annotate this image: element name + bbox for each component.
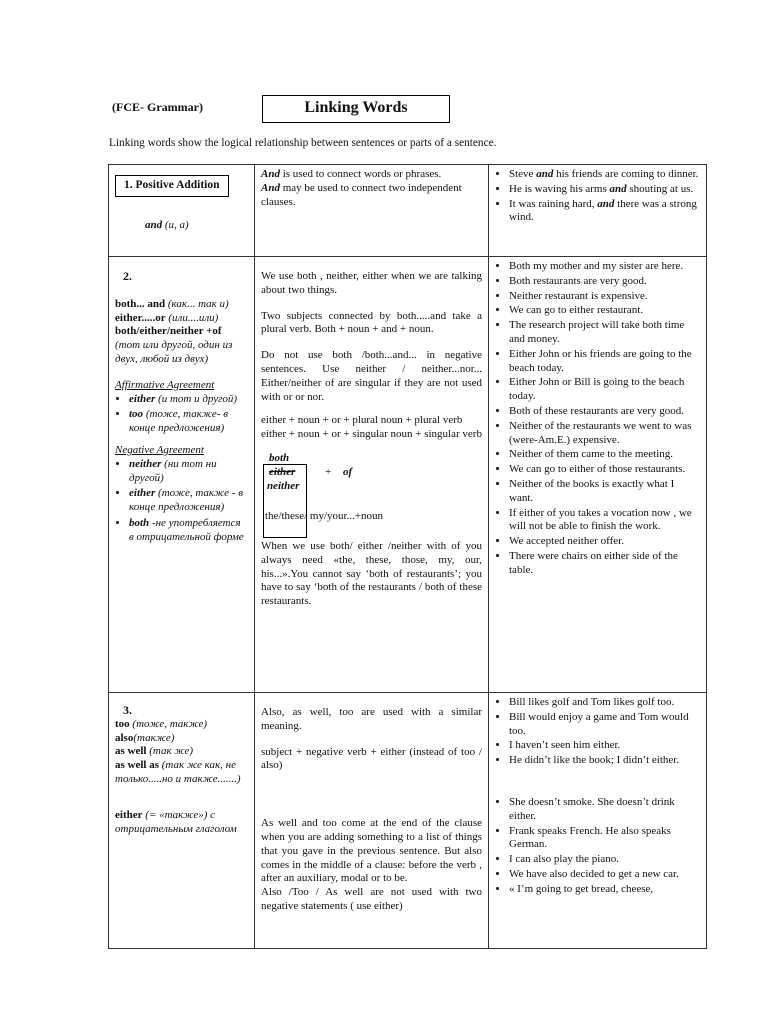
- list-item: • Both restaurants are very good.: [509, 275, 700, 289]
- row1-left-cell: [109, 165, 255, 257]
- course-label: (FCE- Grammar): [112, 100, 203, 114]
- rule-text: When we use both/ either /neither with of you always need «the, these, those, my, our, his...».You cannot say ‘both of restaurants’; you have to say ‘both of the restaurants / both of these restaurants.: [261, 539, 482, 608]
- formula-text: either + noun + or + plural noun + plural verb: [261, 414, 463, 427]
- list-item: • There were chairs on either side of the table.: [509, 550, 700, 578]
- list-item: • Bill would enjoy a game and Tom would too.: [509, 711, 700, 739]
- rule-text: As well and too come at the end of the clause when you are adding something to a list of things that you gave in the previous sentence. But also comes in the middle of a clause: before the verb , after an auxiliary, modal or to be.: [261, 817, 482, 885]
- row2-rule-cell: [255, 257, 489, 693]
- section-heading-positive-addition: 1. Positive Addition: [115, 175, 229, 197]
- page-title: Linking Words: [262, 95, 450, 123]
- example-list: [495, 796, 700, 897]
- list-item: • I haven’t seen him either.: [509, 739, 700, 753]
- table-row: [109, 257, 707, 693]
- term-line: also(также): [115, 731, 175, 744]
- rule-text: Also /Too / As well are not used with two negative statements ( use either): [261, 886, 482, 912]
- affirmative-agreement-heading: Affirmative Agreement: [115, 378, 215, 391]
- list-item: • Frank speaks French. He also speaks German.: [509, 825, 700, 853]
- table-row: [109, 165, 707, 257]
- row2-example-cell: [489, 257, 707, 693]
- list-item: • Both of these restaurants are very good.: [509, 405, 700, 419]
- list-item: • both -не употребляется в отрицательной форме: [129, 517, 248, 545]
- list-item: • We accepted neither offer.: [509, 535, 700, 549]
- list-item: • Either John or his friends are going to the beach today.: [509, 348, 700, 376]
- rule-text: Two subjects connected by both.....and take a plural verb. Both + noun + and + noun.: [261, 309, 482, 336]
- term-line: both... and (как... так и): [115, 297, 229, 310]
- table-row: [109, 693, 707, 949]
- term-line: as well (так же): [115, 745, 194, 758]
- rule-text: And may be used to connect two independent clauses.: [261, 181, 462, 208]
- list-item: • If either of you takes a vocation now , we will not be able to finish the work.: [509, 507, 700, 535]
- formula-either: either: [269, 465, 296, 478]
- term-line: either (= «также») с отрицательным глаголом: [115, 808, 237, 835]
- list-item: • Neither of them came to the meeting.: [509, 448, 700, 462]
- row1-word: and (и, а): [145, 218, 189, 231]
- term-line: either.....or (или....или): [115, 311, 219, 324]
- section-number: 3.: [123, 703, 132, 717]
- row3-example-cell: [489, 693, 707, 949]
- formula-text: either + noun + or + singular noun + singular verb: [261, 428, 482, 441]
- negative-agreement-heading: Negative Agreement: [115, 443, 204, 456]
- formula-neither: neither: [267, 479, 300, 492]
- rule-text: Do not use both /both...and... in negative sentences. Use neither / neither...nor... Either/neither of are singular if they are not used with or or nor.: [261, 349, 482, 403]
- row2-left-cell: [109, 257, 255, 693]
- term-line: both/either/neither +of (тот или другой, один из двух, любой из двух): [115, 325, 233, 365]
- list-item: • He is waving his arms and shouting at us.: [509, 183, 700, 197]
- section-number: 2.: [123, 269, 132, 283]
- formula-determiners: the/these/ my/your...+noun: [265, 509, 384, 522]
- list-item: • The research project will take both time and money.: [509, 319, 700, 347]
- term-line: too (тоже, также): [115, 717, 208, 730]
- formula-diagram: [261, 446, 482, 540]
- list-item: • It was raining hard, and there was a strong wind.: [509, 198, 700, 226]
- list-item: • Both my mother and my sister are here.: [509, 260, 700, 274]
- list-item: • « I’m going to get bread, cheese,: [509, 883, 700, 897]
- formula-of: of: [343, 465, 353, 478]
- row1-example-cell: [489, 165, 707, 257]
- list-item: • Neither restaurant is expensive.: [509, 290, 700, 304]
- rule-text: Also, as well, too are used with a similar meaning.: [261, 706, 482, 732]
- example-list: [495, 260, 700, 578]
- list-item: • We can go to either of those restaurants.: [509, 463, 700, 477]
- list-item: • either (тоже, также - в конце предложения): [129, 487, 248, 515]
- list-item: • We can go to either restaurant.: [509, 304, 700, 318]
- list-item: • She doesn’t smoke. She doesn’t drink either.: [509, 796, 700, 824]
- term-line: as well as (так же как, не только.....но и также.......): [115, 759, 241, 785]
- list-item: • Either John or Bill is going to the beach today.: [509, 376, 700, 404]
- formula-plus: +: [325, 465, 332, 478]
- example-list: [495, 696, 700, 768]
- row3-rule-cell: [255, 693, 489, 949]
- list-item: • Bill likes golf and Tom likes golf too.: [509, 696, 700, 710]
- list-item: • too (тоже, также- в конце предложения): [129, 408, 248, 436]
- formula-both: both: [269, 451, 290, 464]
- list-item: • I can also play the piano.: [509, 853, 700, 867]
- intro-text: Linking words show the logical relationship between sentences or parts of a sentence.: [109, 137, 497, 149]
- rule-text: And is used to connect words or phrases.: [261, 168, 442, 180]
- list-item: • Neither of the books is exactly what I want.: [509, 478, 700, 506]
- rule-text: We use both , neither, either when we are talking about two things.: [261, 270, 482, 296]
- row3-left-cell: [109, 693, 255, 949]
- row1-rule-cell: [255, 165, 489, 257]
- list-item: • Neither of the restaurants we went to was (were-Am.E.) expensive.: [509, 420, 700, 448]
- rule-text: subject + negative verb + either (instead of too / also): [261, 745, 482, 772]
- list-item: • neither (ни тот ни другой): [129, 458, 248, 486]
- list-item: • We have also decided to get a new car.: [509, 868, 700, 882]
- list-item: • either (и тот и другой): [129, 393, 248, 407]
- grammar-table: [108, 164, 707, 949]
- list-item: • He didn’t like the book; I didn’t either.: [509, 754, 700, 768]
- list-item: • Steve and his friends are coming to dinner.: [509, 168, 700, 182]
